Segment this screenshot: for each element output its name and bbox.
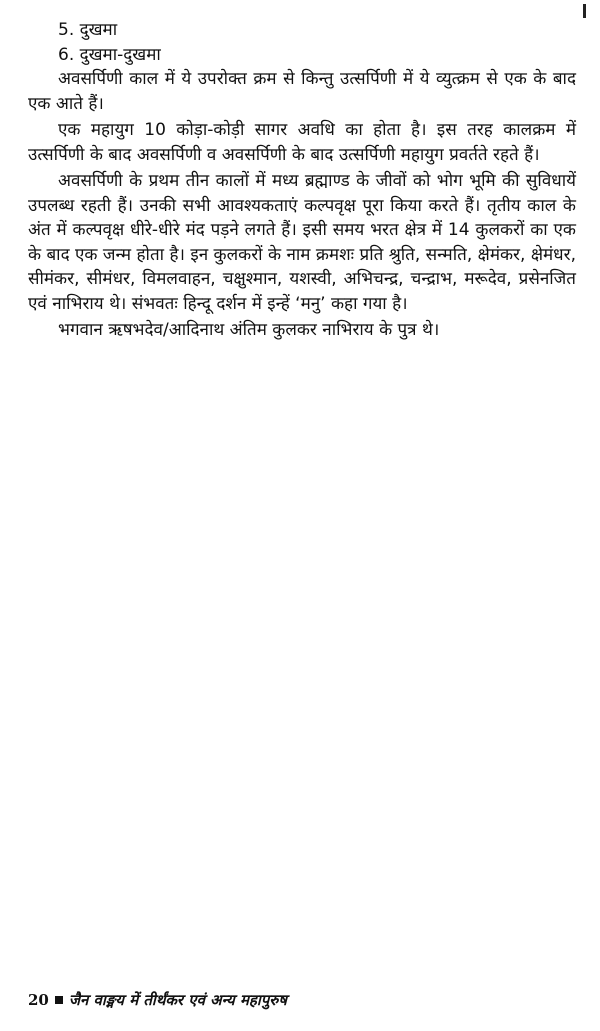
page-number: 20 xyxy=(28,991,49,1009)
page-footer xyxy=(28,990,287,1010)
list-item-6: 6. दुखमा-दुखमा xyxy=(58,44,161,65)
square-bullet-icon xyxy=(55,996,63,1004)
paragraph-2: एक महायुग 10 कोड़ा-कोड़ी सागर अवधि का होता है। इस तरह कालक्रम में उत्सर्पिणी के बाद अवसर्पिणी व अवसर्पिणी के बाद उत्सर्पिणी महायुग प्रवर्तते रहते हैं। xyxy=(28,120,576,165)
corner-mark xyxy=(583,4,586,18)
list-item-5: 5. दुखमा xyxy=(58,20,118,40)
paragraph-3: अवसर्पिणी के प्रथम तीन कालों में मध्य ब्रह्माण्ड के जीवों को भोग भूमि की सुविधायें उपलब्ध रहती हैं। उनकी सभी आवश्यकताएं कल्पवृक्ष पूरा किया करते हैं। तृतीय काल के अंत में कल्पवृक्ष धीरे-धीरे मंद पड़ने लगते हैं। इसी समय भरत क्षेत्र में 14 कुलकरों का एक के बाद एक जन्म होता है। इन कुलकरों के नाम क्रमशः प्रति श्रुति, सन्मति, क्षेमंकर, क्षेमंधर, सीमंकर, सीमंधर, विमलवाहन, चक्षुश्मान, यशस्वी, अभिचन्द्र, चन्द्राभ, मरूदेव, प्रसेनजित एवं नाभिराय थे। संभवतः हिन्दू दर्शन में इन्हें ‘मनु’ कहा गया है। xyxy=(28,171,576,314)
page-body xyxy=(28,18,576,343)
running-title: जैन वाङ्मय में तीर्थंकर एवं अन्य महापुरुष xyxy=(68,991,287,1009)
paragraph-1: अवसर्पिणी काल में ये उपरोक्त क्रम से किन्तु उत्सर्पिणी में ये व्युत्क्रम से एक के बाद एक आते हैं। xyxy=(28,69,576,114)
paragraph-4: भगवान ऋषभदेव/आदिनाथ अंतिम कुलकर नाभिराय के पुत्र थे। xyxy=(58,320,440,340)
